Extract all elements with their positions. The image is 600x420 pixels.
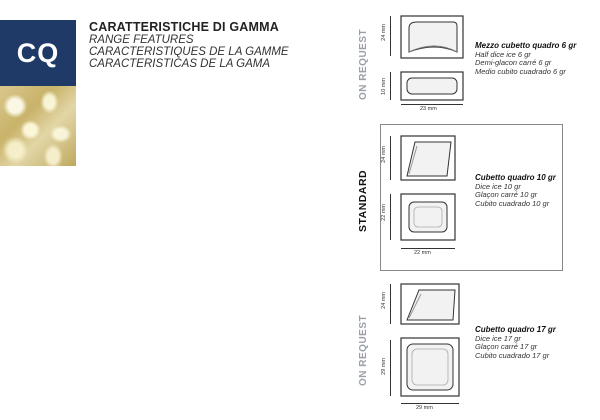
dimension-line — [390, 136, 391, 180]
cube-6gr-width: 23 mm — [420, 106, 437, 112]
range-code-badge: CQ — [0, 20, 76, 86]
dimension-line — [401, 403, 459, 404]
cube-17gr-french: Glaçon carré 17 gr — [475, 342, 538, 351]
ice-photo — [0, 86, 76, 166]
cube-10gr-spanish: Cubito cuadrado 10 gr — [475, 198, 550, 208]
cube-6gr-drawing — [395, 14, 465, 112]
title-french: CARACTERISTIQUES DE LA GAMME — [89, 46, 289, 58]
title-italian: CARATTERISTICHE DI GAMMA — [89, 20, 279, 34]
cube-10gr-french: Glaçon carré 10 gr — [475, 190, 538, 199]
cube-6gr-description — [475, 42, 576, 76]
cube-6gr-depth: 10 mm — [381, 78, 387, 95]
cube-10gr-height: 24 mm — [381, 146, 387, 163]
cube-17gr-depth: 29 mm — [381, 358, 387, 375]
dimension-line — [401, 104, 463, 105]
cube-6gr-name: Mezzo cubetto quadro 6 gr — [475, 41, 577, 50]
cube-17gr-english: Dice ice 17 gr — [475, 333, 521, 343]
cube-10gr-name: Cubetto quadro 10 gr — [475, 173, 556, 182]
dimension-line — [401, 248, 455, 249]
cube-17gr-drawing — [395, 282, 467, 400]
cube-17gr-spanish: Cubito cuadrado 17 gr — [475, 350, 550, 360]
on-request-label-bottom: ON REQUEST — [358, 314, 369, 386]
cube-10gr-english: Dice ice 10 gr — [475, 181, 521, 191]
cube-17gr-name: Cubetto quadro 17 gr — [475, 325, 556, 334]
standard-label: STANDARD — [357, 169, 369, 232]
cube-17gr-width: 29 mm — [416, 405, 433, 411]
dimension-line — [390, 284, 391, 324]
cube-6gr-spanish: Medio cubito cuadrado 6 gr — [475, 66, 566, 76]
title-spanish: CARACTERISTICAS DE LA GAMA — [89, 58, 271, 70]
cube-6gr-english: Half dice ice 6 gr — [475, 49, 531, 59]
cube-17gr-description — [475, 326, 556, 360]
range-titles — [89, 20, 289, 70]
cube-10gr-width: 22 mm — [414, 250, 431, 256]
dimension-line — [390, 72, 391, 100]
cube-10gr-drawing — [395, 134, 465, 246]
dimension-line — [390, 16, 391, 56]
cube-6gr-height: 24 mm — [381, 24, 387, 41]
dimension-line — [390, 194, 391, 240]
cube-10gr-depth: 22 mm — [381, 204, 387, 221]
cube-6gr-french: Demi-glacon carré 6 gr — [475, 58, 552, 67]
dimension-line — [390, 340, 391, 396]
title-english: RANGE FEATURES — [89, 34, 194, 46]
cube-10gr-description — [475, 174, 556, 208]
cube-17gr-height: 24 mm — [381, 292, 387, 309]
on-request-label-top: ON REQUEST — [358, 28, 369, 100]
